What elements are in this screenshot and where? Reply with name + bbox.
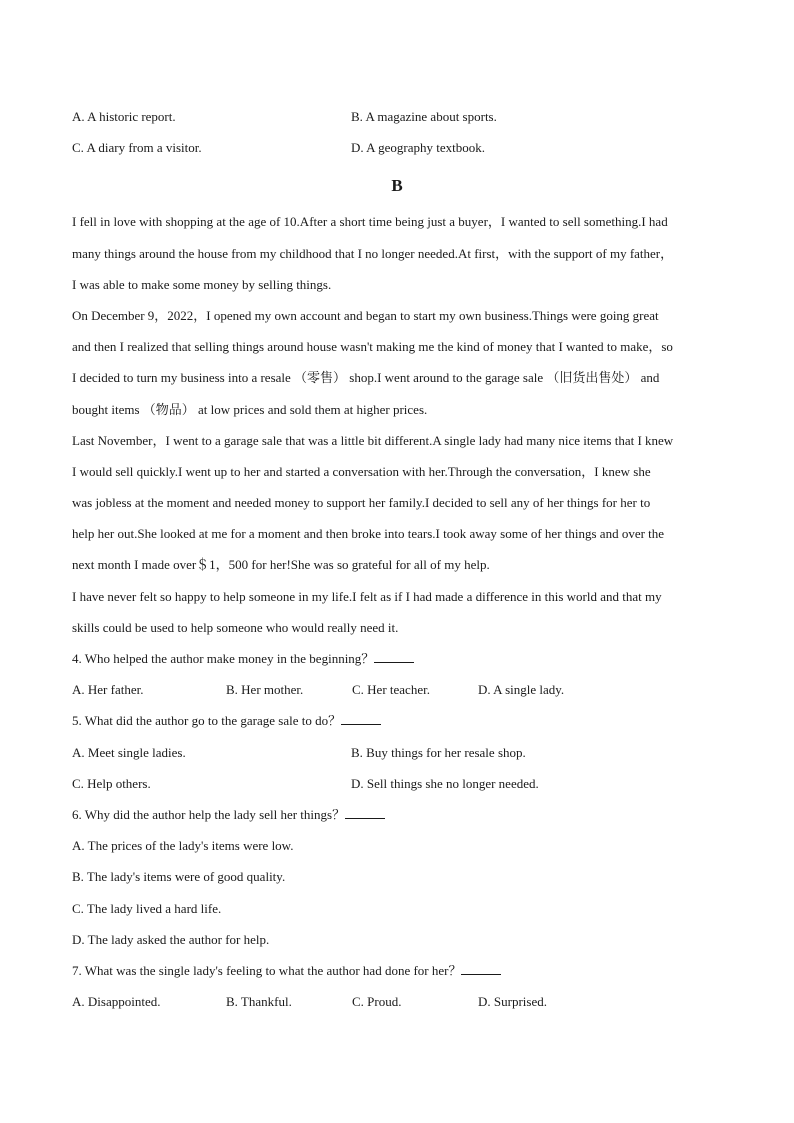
question-5-options-row-2	[72, 768, 722, 799]
prev-option-b: B. A magazine about sports.	[351, 109, 497, 124]
q6-option-c: C. The lady lived a hard life.	[72, 900, 222, 916]
q5-option-b: B. Buy things for her resale shop.	[351, 744, 526, 760]
section-title: B	[391, 176, 403, 196]
question-4-stem	[72, 643, 722, 674]
passage-line: skills could be used to help someone who would really need it.	[72, 619, 399, 635]
question-5-text: 5. What did the author go to the garage sale to do？	[72, 713, 342, 729]
answer-blank-4[interactable]	[374, 650, 414, 663]
passage-paragraph-3	[72, 425, 722, 581]
question-6-text: 6. Why did the author help the lady sell her things？	[72, 806, 346, 822]
passage-paragraph-2	[72, 300, 722, 425]
passage-line: I have never felt so happy to help someone in my life.I felt as if I had made a difference in this world and that my	[72, 588, 662, 604]
passage-line: I would sell quickly.I went up to her and started a conversation with her.Through the conversation，I knew she	[72, 463, 651, 479]
q4-option-b: B. Her mother.	[226, 682, 304, 698]
question-7-stem	[72, 955, 722, 986]
question-5-options-row-1	[72, 737, 722, 768]
question-7-text: 7. What was the single lady's feeling to what the author had done for her？	[72, 962, 462, 978]
passage-paragraph-1	[72, 206, 722, 300]
answer-blank-5[interactable]	[341, 712, 381, 725]
passage-line: I decided to turn my business into a resale （零售） shop.I went around to the garage sale （旧货出售处） and	[72, 370, 660, 386]
q7-option-c: C. Proud.	[352, 994, 402, 1010]
passage-line: I was able to make some money by selling things.	[72, 276, 332, 292]
passage-paragraph-4	[72, 581, 722, 643]
q5-option-d: D. Sell things she no longer needed.	[351, 775, 539, 791]
q5-option-c: C. Help others.	[72, 775, 151, 791]
prev-option-c: C. A diary from a visitor.	[72, 140, 202, 156]
passage-line: next month I made over＄1，500 for her!She was so grateful for all of my help.	[72, 557, 490, 573]
passage-line: help her out.She looked at me for a moment and then broke into tears.I took away some of her things and over the	[72, 526, 665, 542]
q4-option-c: C. Her teacher.	[352, 682, 430, 698]
q4-option-d: D. A single lady.	[478, 682, 565, 698]
q5-option-a: A. Meet single ladies.	[72, 744, 186, 760]
q7-option-d: D. Surprised.	[478, 994, 547, 1010]
passage-line: On December 9，2022，I opened my own account and began to start my own business.Things were going great	[72, 307, 659, 323]
prev-option-a: A. A historic report.	[72, 109, 176, 124]
q7-option-a: A. Disappointed.	[72, 994, 161, 1010]
passage-line: I fell in love with shopping at the age of 10.After a short time being just a buyer，I wanted to sell something.I had	[72, 214, 668, 230]
q4-option-a: A. Her father.	[72, 682, 144, 698]
passage-line: many things around the house from my childhood that I no longer needed.At first，with the support of my father，	[72, 245, 674, 261]
question-5-stem	[72, 705, 722, 736]
q7-option-b: B. Thankful.	[226, 994, 292, 1010]
prev-options-row-2	[72, 132, 722, 163]
passage-line: Last November，I went to a garage sale that was a little bit different.A single lady had many nice items that I knew	[72, 432, 674, 448]
worksheet-page	[72, 101, 722, 1017]
question-7-options	[72, 986, 722, 1017]
passage-line: bought items （物品） at low prices and sold them at higher prices.	[72, 401, 428, 417]
passage-line: was jobless at the moment and needed money to support her family.I decided to sell any of her things for her to	[72, 495, 651, 511]
passage-line: and then I realized that selling things around house wasn't making me the kind of money that I wanted to make，so	[72, 339, 673, 355]
question-6-stem	[72, 799, 722, 830]
answer-blank-6[interactable]	[345, 806, 385, 819]
q6-option-a: A. The prices of the lady's items were low.	[72, 838, 294, 854]
question-4-options	[72, 674, 722, 705]
prev-option-d: D. A geography textbook.	[351, 140, 485, 156]
q6-option-d: D. The lady asked the author for help.	[72, 931, 270, 947]
q6-option-b: B. The lady's items were of good quality.	[72, 869, 286, 885]
answer-blank-7[interactable]	[461, 962, 501, 975]
prev-options-row-1	[72, 101, 722, 132]
question-4-text: 4. Who helped the author make money in the beginning？	[72, 651, 375, 666]
